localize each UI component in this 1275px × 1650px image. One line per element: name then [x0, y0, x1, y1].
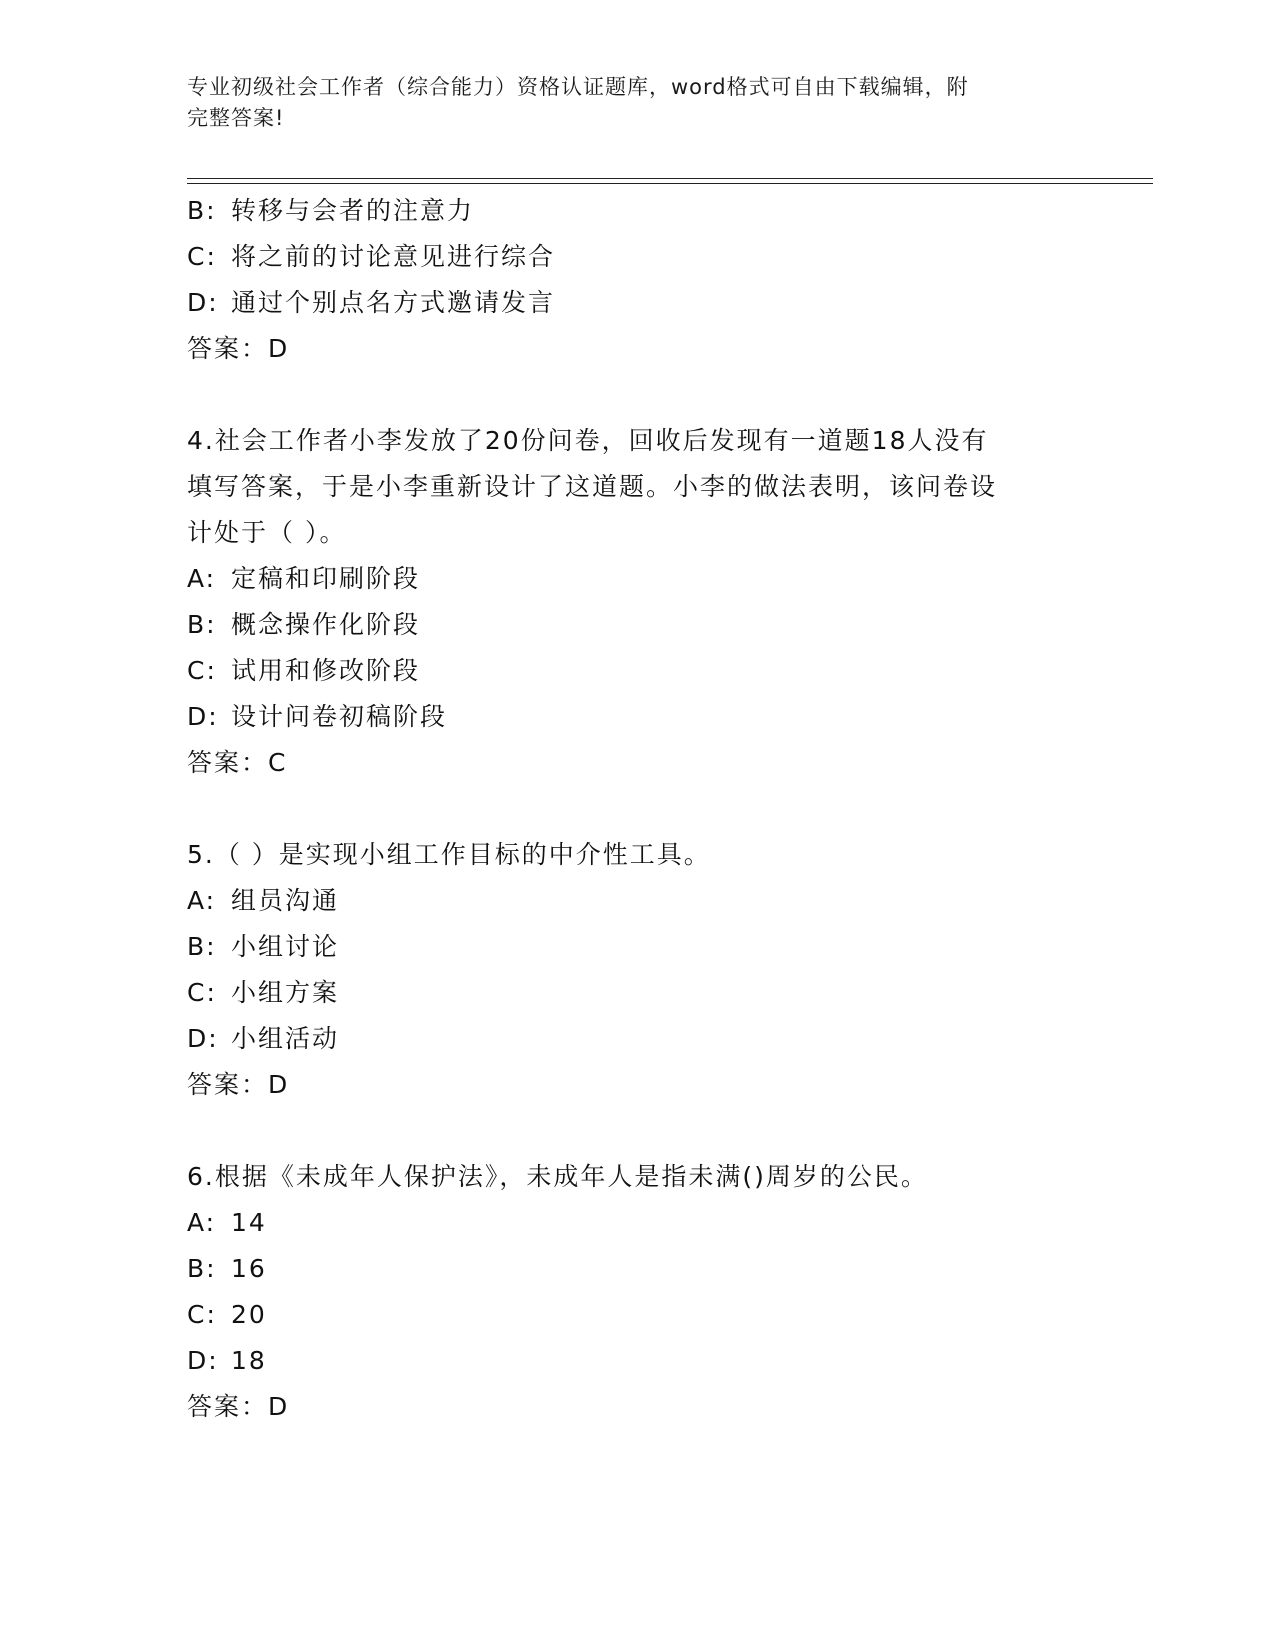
option-label: A: [187, 886, 217, 915]
option-label: A: [187, 1208, 217, 1237]
spacer [187, 1108, 1087, 1154]
question-stem: 计处于（ ）。 [187, 518, 347, 547]
answer-line: 答案：D [187, 334, 290, 363]
option-label: D: [187, 1024, 219, 1053]
option-row [187, 970, 1087, 1016]
option-text: 将之前的讨论意见进行综合 [231, 242, 556, 271]
option-label: C: [187, 656, 217, 685]
option-row [187, 878, 1087, 924]
option-row [187, 280, 1087, 326]
option-row [187, 602, 1087, 648]
option-text: 小组讨论 [231, 932, 340, 961]
header-divider-bottom [187, 183, 1153, 184]
header-line-2: 完整答案! [187, 106, 285, 130]
option-label: C: [187, 1300, 217, 1329]
option-text: 设计问卷初稿阶段 [231, 702, 448, 731]
option-row [187, 694, 1087, 740]
option-text: 14 [231, 1208, 267, 1237]
option-text: 小组方案 [231, 978, 340, 1007]
question-stem: 填写答案，于是小李重新设计了这道题。小李的做法表明，该问卷设 [187, 472, 998, 501]
option-row [187, 1338, 1087, 1384]
question-6 [187, 1154, 1087, 1430]
option-label: C: [187, 242, 217, 271]
option-label: C: [187, 978, 217, 1007]
option-row [187, 1246, 1087, 1292]
answer-line: 答案：D [187, 1392, 290, 1421]
page-header [187, 72, 1067, 134]
option-text: 定稿和印刷阶段 [231, 564, 421, 593]
question-3-continuation [187, 188, 1087, 372]
option-row [187, 188, 1087, 234]
option-row [187, 924, 1087, 970]
option-row [187, 1200, 1087, 1246]
option-label: D: [187, 1346, 219, 1375]
option-label: D: [187, 702, 219, 731]
question-4 [187, 418, 1087, 786]
spacer [187, 786, 1087, 832]
question-stem: 6.根据《未成年人保护法》，未成年人是指未满()周岁的公民。 [187, 1162, 928, 1191]
option-row [187, 648, 1087, 694]
option-text: 小组活动 [231, 1024, 340, 1053]
option-text: 组员沟通 [231, 886, 340, 915]
option-label: D: [187, 288, 219, 317]
option-text: 18 [231, 1346, 267, 1375]
spacer [187, 372, 1087, 418]
answer-line: 答案：C [187, 748, 288, 777]
option-text: 转移与会者的注意力 [231, 196, 475, 225]
answer-line: 答案：D [187, 1070, 290, 1099]
option-row [187, 1292, 1087, 1338]
question-content [187, 188, 1087, 1430]
option-text: 通过个别点名方式邀请发言 [231, 288, 556, 317]
option-label: B: [187, 196, 217, 225]
option-text: 概念操作化阶段 [231, 610, 421, 639]
option-row [187, 556, 1087, 602]
option-row [187, 234, 1087, 280]
option-label: A: [187, 564, 217, 593]
question-stem: 5.（ ）是实现小组工作目标的中介性工具。 [187, 840, 711, 869]
option-text: 试用和修改阶段 [231, 656, 421, 685]
option-label: B: [187, 1254, 217, 1283]
option-row [187, 1016, 1087, 1062]
header-line-1: 专业初级社会工作者（综合能力）资格认证题库，word格式可自由下载编辑，附 [187, 75, 969, 99]
question-stem: 4.社会工作者小李发放了20份问卷，回收后发现有一道题18人没有 [187, 426, 989, 455]
option-text: 20 [231, 1300, 267, 1329]
option-text: 16 [231, 1254, 267, 1283]
header-divider-top [187, 178, 1153, 179]
option-label: B: [187, 610, 217, 639]
option-label: B: [187, 932, 217, 961]
question-5 [187, 832, 1087, 1108]
